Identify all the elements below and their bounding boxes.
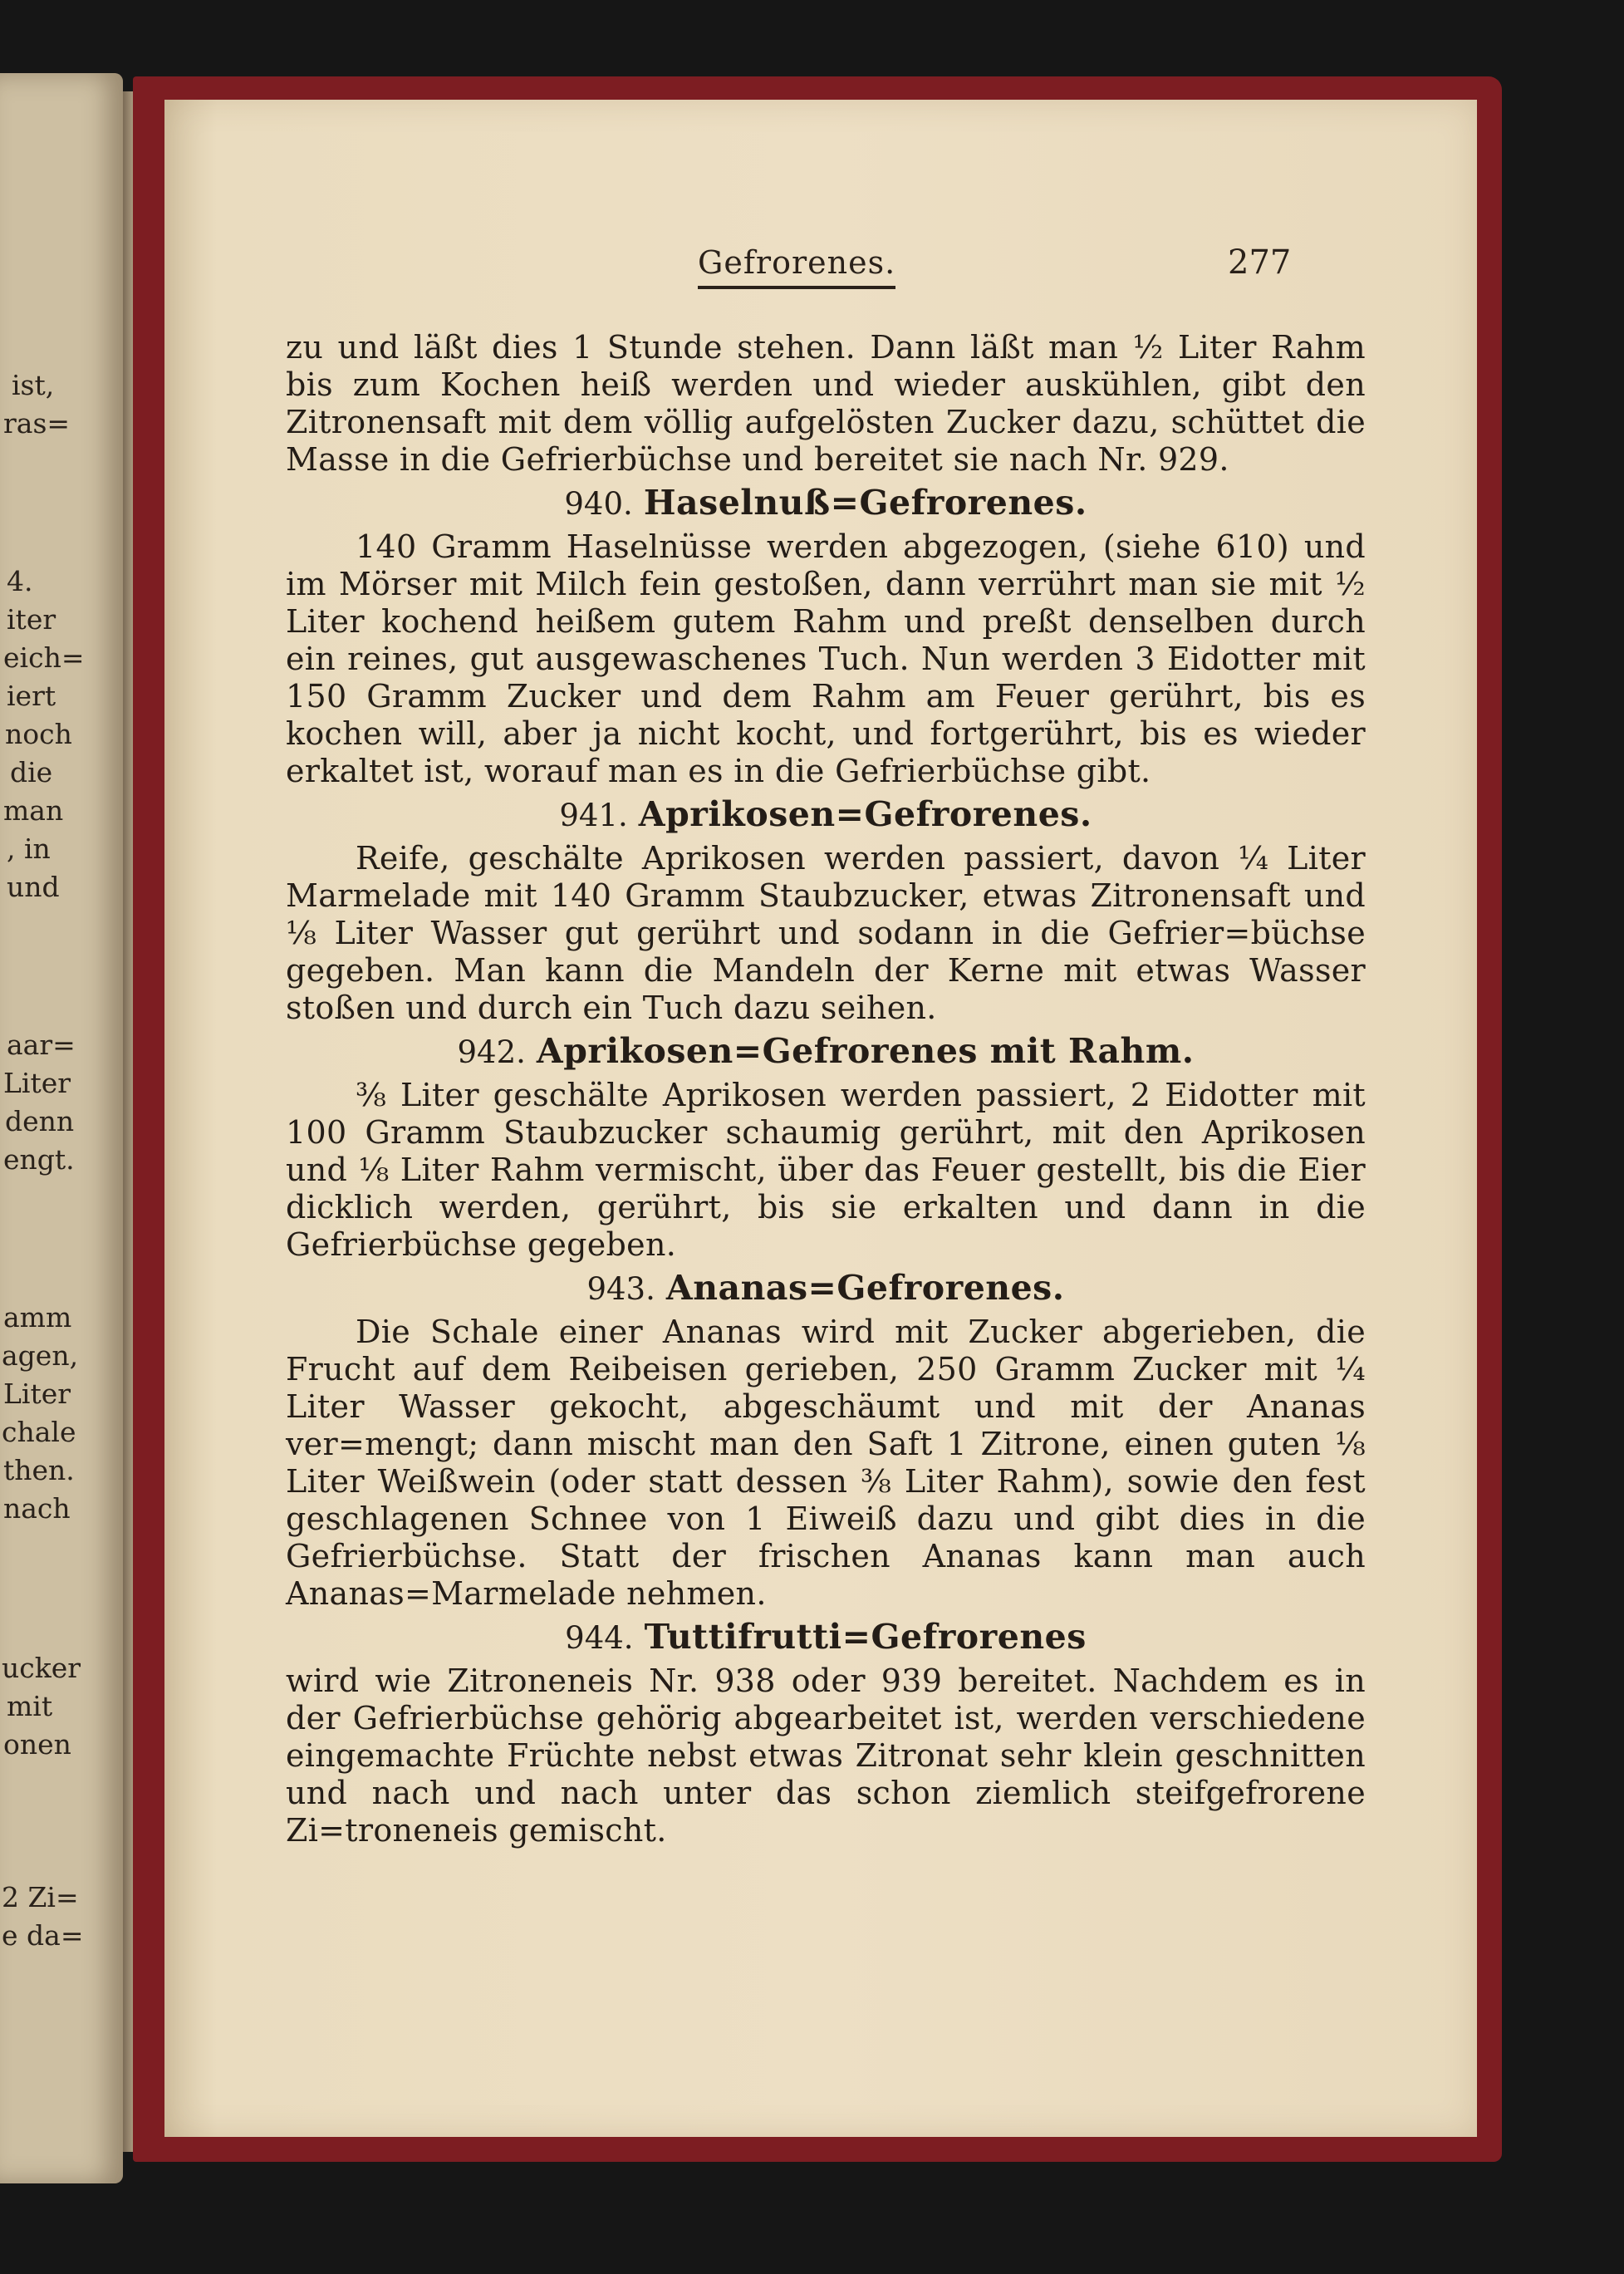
recipe-body: Die Schale einer Ananas wird mit Zucker abgerieben, die Frucht auf dem Reibeisen gerieben, 250 Gramm Zucker mit ¼ Liter Wasser gekocht, abgeschäumt und mit der Ananas ver=mengt; dann mischt man den Saft 1 Zitrone, einen guten ⅛ Liter Weißwein (oder statt dessen ⅜ Liter Rahm), sowie den fest geschlagenen Schnee von 1 Eiweiß dazu und gibt dies in die Gefrierbüchse. Statt der frischen Ananas kann man auch Ananas=Marmelade nehmen. [286, 1314, 1366, 1612]
recipe-number: 940. [564, 486, 633, 522]
left-page-fragment: engt. [3, 1143, 75, 1176]
recipe-title: Aprikosen=Gefrorenes. [638, 794, 1092, 834]
recipe-number: 943. [586, 1271, 655, 1307]
recipe-heading [286, 1027, 1366, 1077]
recipe-body: 140 Gramm Haselnüsse werden abgezogen, (siehe 610) und im Mörser mit Milch fein gestoßen, dann verrührt man sie mit ½ Liter kochend heißem gutem Rahm und preßt denselben durch ein reines, gut ausgewaschenes Tuch. Nun werden 3 Eidotter mit 150 Gramm Zucker und dem Rahm am Feuer gerührt, bis es kochen will, aber ja nicht kocht, und fortgerührt, bis es wieder erkaltet ist, worauf man es in die Gefrierbüchse gibt. [286, 528, 1366, 789]
recipe-body: Reife, geschälte Aprikosen werden passiert, davon ¼ Liter Marmelade mit 140 Gramm Staubzucker, etwas Zitronensaft und ⅛ Liter Wasser gut gerührt und sodann in die Gefrier=büchse gegeben. Man kann die Mandeln der Kerne mit etwas Wasser stoßen und durch ein Tuch dazu seihen. [286, 840, 1366, 1026]
recipe-title: Haselnuß=Gefrorenes. [643, 483, 1087, 523]
recipe-heading [286, 1264, 1366, 1314]
left-page-fragment: , in [7, 832, 51, 865]
left-page-fragment: Liter [3, 1378, 71, 1410]
left-page-fragment: ucker [2, 1652, 81, 1684]
left-page-fragment: e da= [2, 1919, 84, 1952]
left-page-fragment: iter [7, 603, 56, 636]
page-text [286, 329, 1366, 1849]
intro-paragraph: zu und läßt dies 1 Stunde stehen. Dann läßt man ½ Liter Rahm bis zum Kochen heiß werden und wieder auskühlen, gibt den Zitronensaft mit dem völlig aufgelösten Zucker dazu, schüttet die Masse in die Gefrierbüchse und bereitet sie nach Nr. 929. [286, 329, 1366, 478]
left-page-fragment: Liter [3, 1067, 71, 1099]
left-page-fragment: noch [5, 718, 72, 750]
left-page-fragment: amm [3, 1301, 72, 1333]
left-page-fragment: agen, [2, 1339, 79, 1372]
left-page-fragment: ist, [12, 369, 55, 401]
left-page-fragment: denn [5, 1105, 75, 1137]
left-page-fragment: eich= [3, 641, 85, 674]
left-page-fragment: onen [3, 1728, 71, 1761]
left-page-fragment: iert [7, 680, 56, 712]
left-page-fragment: 2 Zi= [2, 1881, 79, 1913]
recipe-number: 944. [565, 1620, 634, 1656]
left-page-fragment: man [3, 794, 64, 827]
recipe-title: Aprikosen=Gefrorenes mit Rahm. [536, 1031, 1195, 1071]
recipe-title: Ananas=Gefrorenes. [665, 1268, 1065, 1308]
left-page-fragment: und [7, 871, 60, 903]
left-page-fragment: aar= [7, 1029, 76, 1061]
left-page-edge [0, 73, 123, 2183]
recipe-body: wird wie Zitroneneis Nr. 938 oder 939 bereitet. Nachdem es in der Gefrierbüchse gehörig abgearbeitet ist, werden verschiedene eingemachte Früchte nebst etwas Zitronat sehr klein geschnitten und nach und nach unter das schon ziemlich steifgefrorene Zi=troneneis gemischt. [286, 1663, 1366, 1849]
page-number: 277 [1228, 243, 1292, 282]
left-page-fragment: chale [2, 1416, 76, 1448]
recipe-number: 941. [559, 798, 628, 833]
running-header [164, 243, 1477, 292]
recipe-number: 942. [457, 1034, 526, 1070]
page-title: Gefrorenes. [698, 243, 895, 289]
book-page [164, 100, 1477, 2137]
left-page-fragment: mit [7, 1690, 53, 1722]
left-page-fragment: then. [3, 1454, 75, 1486]
recipe-title: Tuttifrutti=Gefrorenes [644, 1617, 1087, 1657]
left-page-fragment: nach [3, 1492, 71, 1525]
left-page-fragment: die [10, 756, 53, 788]
left-page-fragment: ras= [3, 407, 71, 440]
left-page-fragment: 4. [7, 565, 33, 597]
recipe-heading [286, 1613, 1366, 1663]
recipe-body: ⅜ Liter geschälte Aprikosen werden passiert, 2 Eidotter mit 100 Gramm Staubzucker schaumig gerührt, mit den Aprikosen und ⅛ Liter Rahm vermischt, über das Feuer gestellt, bis die Eier dicklich werden, gerührt, bis sie erkalten und dann in die Gefrierbüchse gegeben. [286, 1077, 1366, 1263]
recipe-heading [286, 479, 1366, 528]
recipe-heading [286, 790, 1366, 840]
